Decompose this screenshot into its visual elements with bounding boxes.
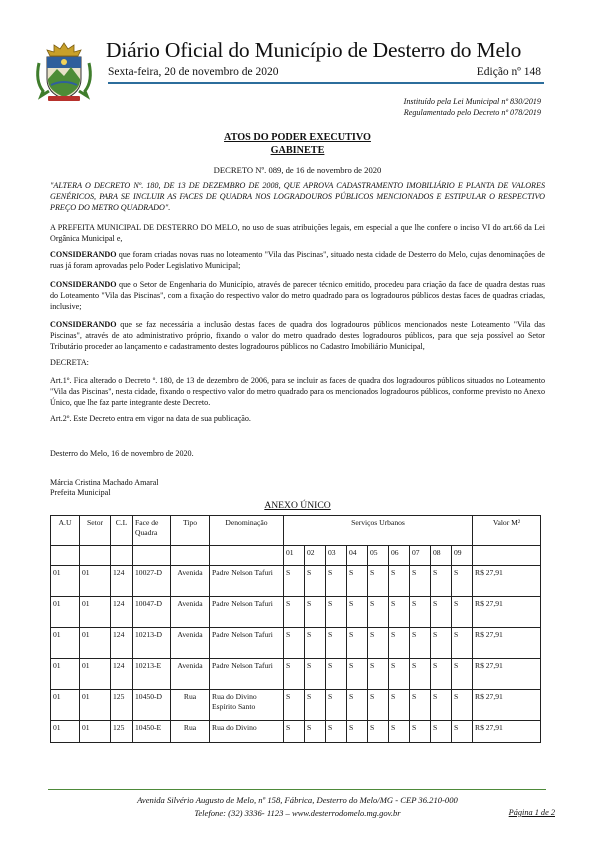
cell-cl: 124 xyxy=(111,597,133,628)
annex-table xyxy=(50,515,541,743)
cell-service: S xyxy=(326,721,347,743)
decree-preamble: A PREFEITA MUNICIPAL DE DESTERRO DO MELO, no uso de suas atribuições legais, em especial a que lhe confere o inciso VI do art.66 da Lei Orgânica Municipal e, xyxy=(50,223,545,243)
column-header-cl: C.L xyxy=(111,516,133,546)
whereas-text: que o Setor de Engenharia do Município, através de parecer técnico emitido, procedeu para criação da face de quadra destas ruas do Loteamento "Vila das Piscinas", com a fixação do respectivo valor do metro quadrado para os logradouros públicos destas faces de quadras criadas, inclusive; xyxy=(50,280,545,311)
service-number: 09 xyxy=(452,546,473,566)
decree-title: DECRETO Nº. 089, de 16 de novembro de 2020 xyxy=(213,165,382,175)
cell-service: S xyxy=(410,597,431,628)
cell-service: S xyxy=(347,628,368,659)
cell-face: 10213-E xyxy=(133,659,171,690)
cell-service: S xyxy=(326,659,347,690)
cell-service: S xyxy=(284,721,305,743)
cell-face: 10450-D xyxy=(133,690,171,721)
cell-service: S xyxy=(410,721,431,743)
cell-service: S xyxy=(410,628,431,659)
cell-service: S xyxy=(389,690,410,721)
cell-tipo: Rua xyxy=(171,690,210,721)
cell-cl: 124 xyxy=(111,566,133,597)
cell-service: S xyxy=(326,628,347,659)
cell-au: 01 xyxy=(51,659,80,690)
cell-service: S xyxy=(368,690,389,721)
column-header-denominacao: Denominação xyxy=(210,516,284,546)
cell-denominacao: Padre Nelson Tafuri xyxy=(210,628,284,659)
column-header-au: A.U xyxy=(51,516,80,546)
cell-service: S xyxy=(326,566,347,597)
cell-service: S xyxy=(284,659,305,690)
cell-setor: 01 xyxy=(80,690,111,721)
cell-service: S xyxy=(431,566,452,597)
cell-service: S xyxy=(347,566,368,597)
header-divider xyxy=(108,82,544,84)
decree-summary: "ALTERA O DECRETO Nº. 180, DE 13 DE DEZEMBRO DE 2008, QUE APROVA CADASTRAMENTO IMOBILIÁRIO E PLANTA DE VALORES GENÉRICOS, PARA SE INCLUIR AS FACES DE QUADRA NOS LOGRADOUROS PÚBLICOS MENCIONADOS E ESTIPULAR O RESPECTIVO PREÇO DO METRO QUADRADO". xyxy=(50,181,545,212)
cell-service: S xyxy=(389,566,410,597)
cell-valor: R$ 27,91 xyxy=(473,566,541,597)
table-row xyxy=(51,659,541,690)
cell-service: S xyxy=(305,566,326,597)
table-row xyxy=(51,690,541,721)
cell-service: S xyxy=(431,690,452,721)
cell-service: S xyxy=(305,721,326,743)
cell-tipo: Rua xyxy=(171,721,210,743)
cell-face: 10027-D xyxy=(133,566,171,597)
cell-service: S xyxy=(410,566,431,597)
cell-denominacao: Rua do Divino Espírito Santo xyxy=(210,690,284,721)
service-number: 04 xyxy=(347,546,368,566)
cell-service: S xyxy=(431,597,452,628)
footer-address: Avenida Silvério Augusto de Melo, nº 158, Fábrica, Desterro do Melo/MG - CEP 36.210-000 xyxy=(137,795,458,805)
cell-service: S xyxy=(284,566,305,597)
cell-au: 01 xyxy=(51,721,80,743)
table-header-row xyxy=(51,516,541,546)
cell-valor: R$ 27,91 xyxy=(473,721,541,743)
cell-service: S xyxy=(452,566,473,597)
cell-au: 01 xyxy=(51,690,80,721)
page-number: Página 1 de 2 xyxy=(508,808,555,817)
cell-setor: 01 xyxy=(80,659,111,690)
cell-service: S xyxy=(284,628,305,659)
table-row xyxy=(51,721,541,743)
cell-au: 01 xyxy=(51,628,80,659)
cell-service: S xyxy=(305,659,326,690)
cell-service: S xyxy=(410,659,431,690)
cell-tipo: Avenida xyxy=(171,628,210,659)
cell-tipo: Avenida xyxy=(171,566,210,597)
publication-date: Sexta-feira, 20 de novembro de 2020 xyxy=(108,66,279,78)
cell-service: S xyxy=(452,721,473,743)
cell-valor: R$ 27,91 xyxy=(473,659,541,690)
cell-denominacao: Padre Nelson Tafuri xyxy=(210,659,284,690)
cell-service: S xyxy=(452,597,473,628)
cell-setor: 01 xyxy=(80,721,111,743)
cell-denominacao: Padre Nelson Tafuri xyxy=(210,597,284,628)
cell-denominacao: Rua do Divino xyxy=(210,721,284,743)
article-1: Art.1º. Fica alterado o Decreto º. 180, de 13 de dezembro de 2006, para se incluir as faces de quadra dos logradouros públicos situados no Loteamento "Vila das Piscinas", nesta cidade, fixando o respectivo valor do metro quadrado para os mencionados logradouros públicos, conforme previsto no Anexo Único, que lhe faz parte integrante deste Decreto. xyxy=(50,376,545,407)
article-2: Art.2º. Este Decreto entra em vigor na data de sua publicação. xyxy=(50,414,251,423)
column-header-tipo: Tipo xyxy=(171,516,210,546)
municipal-coat-of-arms-icon xyxy=(33,41,95,103)
column-header-servicos: Serviços Urbanos xyxy=(284,516,473,546)
place-and-date: Desterro do Melo, 16 de novembro de 2020. xyxy=(50,449,194,458)
cell-service: S xyxy=(347,659,368,690)
cell-service: S xyxy=(284,597,305,628)
column-header-valor: Valor M² xyxy=(473,516,541,546)
cell-service: S xyxy=(347,597,368,628)
table-row xyxy=(51,566,541,597)
service-number: 05 xyxy=(368,546,389,566)
institution-note xyxy=(404,96,541,118)
whereas-label: CONSIDERANDO xyxy=(50,320,117,329)
edition-number: Edição nº 148 xyxy=(476,66,541,78)
cell-service: S xyxy=(431,721,452,743)
annex-title: ANEXO ÚNICO xyxy=(264,500,331,511)
services-number-row xyxy=(51,546,541,566)
gazette-title: Diário Oficial do Município de Desterro do Melo xyxy=(106,38,522,62)
service-number: 06 xyxy=(389,546,410,566)
table-row xyxy=(51,597,541,628)
table-row xyxy=(51,628,541,659)
cell-service: S xyxy=(347,690,368,721)
cell-service: S xyxy=(431,628,452,659)
cell-service: S xyxy=(305,597,326,628)
footer-contact: Telefone: (32) 3336- 1123 – www.desterrodomelo.mg.gov.br xyxy=(194,808,401,818)
section-subtitle: GABINETE xyxy=(270,145,325,156)
column-header-setor: Setor xyxy=(80,516,111,546)
cell-denominacao: Padre Nelson Tafuri xyxy=(210,566,284,597)
whereas-clause-1 xyxy=(50,249,545,271)
service-number: 02 xyxy=(305,546,326,566)
cell-service: S xyxy=(347,721,368,743)
cell-tipo: Avenida xyxy=(171,659,210,690)
cell-service: S xyxy=(452,628,473,659)
cell-service: S xyxy=(389,597,410,628)
cell-setor: 01 xyxy=(80,566,111,597)
whereas-label: CONSIDERANDO xyxy=(50,250,117,259)
service-number: 01 xyxy=(284,546,305,566)
signer-name: Márcia Cristina Machado Amaral xyxy=(50,478,159,487)
cell-service: S xyxy=(326,690,347,721)
whereas-label: CONSIDERANDO xyxy=(50,280,117,289)
cell-cl: 125 xyxy=(111,721,133,743)
cell-service: S xyxy=(368,721,389,743)
cell-cl: 124 xyxy=(111,628,133,659)
decree-enacting-clause: DECRETA: xyxy=(50,358,89,367)
cell-face: 10047-D xyxy=(133,597,171,628)
cell-service: S xyxy=(368,659,389,690)
cell-service: S xyxy=(305,690,326,721)
cell-face: 10450-E xyxy=(133,721,171,743)
footer-divider xyxy=(48,789,546,790)
cell-service: S xyxy=(452,690,473,721)
institution-line: Regulamentado pelo Decreto nº 078/2019 xyxy=(403,108,541,117)
cell-service: S xyxy=(368,597,389,628)
cell-service: S xyxy=(284,690,305,721)
cell-service: S xyxy=(389,628,410,659)
column-header-face: Face de Quadra xyxy=(133,516,171,546)
cell-service: S xyxy=(305,628,326,659)
cell-au: 01 xyxy=(51,566,80,597)
whereas-text: que foram criadas novas ruas no loteamento "Vila das Piscinas", situado nesta cidade de Desterro do Melo, cujas denominações de ruas já foram aprovadas pelo Poder Legislativo Municipal; xyxy=(50,250,545,270)
cell-service: S xyxy=(326,597,347,628)
cell-au: 01 xyxy=(51,597,80,628)
cell-cl: 124 xyxy=(111,659,133,690)
cell-setor: 01 xyxy=(80,597,111,628)
institution-line: Instituído pela Lei Municipal nº 830/2019 xyxy=(403,97,541,106)
whereas-clause-2 xyxy=(50,279,545,312)
cell-service: S xyxy=(452,659,473,690)
cell-face: 10213-D xyxy=(133,628,171,659)
whereas-text: que se faz necessária a inclusão destas faces de quadra dos logradouros públicos mencionados neste Loteamento "Vila das Piscinas", através de ato administrativo próprio, fixando o valor do metro quadrado destes logradouros públicos, para que seja possível ao Setor Tributário proceder ao lançamento e cadastramento destes logradouros públicos no Cadastro Imobiliário Municipal, xyxy=(50,320,545,351)
cell-setor: 01 xyxy=(80,628,111,659)
cell-service: S xyxy=(368,566,389,597)
cell-valor: R$ 27,91 xyxy=(473,628,541,659)
signer-role: Prefeita Municipal xyxy=(50,488,111,497)
cell-cl: 125 xyxy=(111,690,133,721)
cell-service: S xyxy=(368,628,389,659)
cell-tipo: Avenida xyxy=(171,597,210,628)
section-title: ATOS DO PODER EXECUTIVO xyxy=(224,132,371,143)
cell-valor: R$ 27,91 xyxy=(473,597,541,628)
service-number: 03 xyxy=(326,546,347,566)
cell-service: S xyxy=(431,659,452,690)
cell-valor: R$ 27,91 xyxy=(473,690,541,721)
cell-service: S xyxy=(410,690,431,721)
cell-service: S xyxy=(389,659,410,690)
whereas-clause-3 xyxy=(50,319,545,352)
service-number: 08 xyxy=(431,546,452,566)
service-number: 07 xyxy=(410,546,431,566)
cell-service: S xyxy=(389,721,410,743)
